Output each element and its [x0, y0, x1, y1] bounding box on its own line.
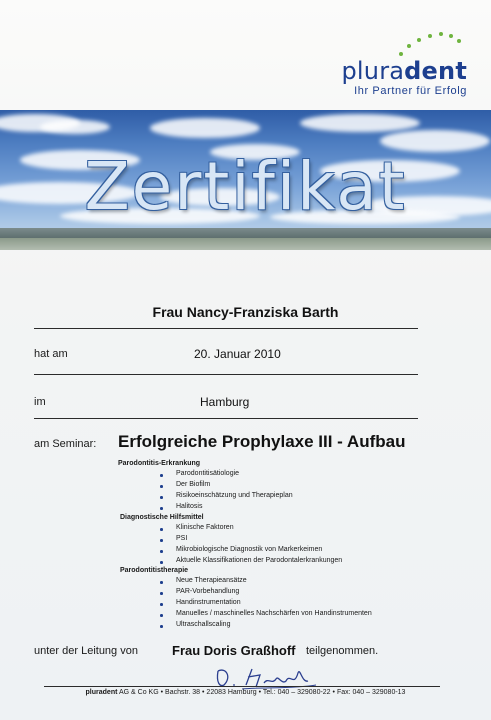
divider-line — [34, 328, 418, 329]
list-item: PSI — [176, 535, 188, 542]
section-heading: Parodontitis-Erkrankung — [118, 460, 201, 467]
place-value: Hamburg — [200, 395, 250, 409]
bullet-icon — [160, 561, 163, 564]
bullet-icon — [160, 507, 163, 510]
bullet-icon — [160, 474, 163, 477]
bullet-icon — [160, 581, 163, 584]
horizon-line — [0, 228, 491, 238]
date-value: 20. Januar 2010 — [194, 347, 281, 361]
bullet-icon — [160, 550, 163, 553]
logo-dots-icon — [393, 28, 463, 58]
seminar-label: am Seminar: — [34, 438, 97, 450]
bullet-icon — [160, 603, 163, 606]
logo-tagline: Ihr Partner für Erfolg — [354, 85, 467, 97]
bullet-icon — [160, 592, 163, 595]
recipient-name: Frau Nancy-Franziska Barth — [152, 304, 339, 320]
bullet-icon — [160, 625, 163, 628]
certificate-title: Zertifikat — [84, 148, 407, 225]
leader-label: unter der Leitung von — [34, 645, 138, 657]
list-item: Aktuelle Klassifikationen der Parodontalerkrankungen — [176, 557, 343, 564]
list-item: Parodontitisätiologie — [176, 470, 240, 477]
list-item: Manuelles / maschinelles Nachschärfen von Handinstrumenten — [176, 610, 372, 617]
section-heading: Parodontitistherapie — [120, 567, 189, 574]
list-item: Handinstrumentation — [176, 599, 241, 606]
footer-line — [44, 686, 440, 687]
bullet-icon — [160, 528, 163, 531]
list-item: Risikoeinschätzung und Therapieplan — [176, 492, 293, 499]
leader-tail: teilgenommen. — [306, 645, 379, 657]
seminar-title: Erfolgreiche Prophylaxe III - Aufbau — [118, 432, 406, 451]
list-item: Ultraschallscaling — [176, 621, 231, 628]
list-item: Halitosis — [176, 503, 203, 510]
list-item: Klinische Faktoren — [176, 524, 234, 531]
list-item: PAR-Vorbehandlung — [176, 588, 240, 595]
place-label: im — [34, 396, 46, 408]
logo-wordmark: pluradent — [341, 57, 467, 85]
bullet-icon — [160, 496, 163, 499]
bullet-icon — [160, 614, 163, 617]
divider-line — [34, 418, 418, 419]
pluradent-logo — [341, 28, 467, 97]
section-heading: Diagnostische Hilfsmittel — [120, 514, 204, 521]
bullet-icon — [160, 485, 163, 488]
date-label: hat am — [34, 348, 68, 360]
list-item: Mikrobiologische Diagnostik von Markerkeimen — [176, 546, 323, 553]
divider-line — [34, 374, 418, 375]
field-strip — [0, 238, 491, 250]
list-item: Neue Therapieansätze — [176, 577, 247, 584]
bullet-icon — [160, 539, 163, 542]
list-item: Der Biofilm — [176, 481, 211, 488]
footer-address: pluradent AG & Co KG • Bachstr. 38 • 22083 Hamburg • Tel.: 040 – 329080-22 • Fax: 040 – 329080-13 — [85, 689, 406, 696]
leader-name: Frau Doris Graßhoff — [172, 643, 296, 658]
